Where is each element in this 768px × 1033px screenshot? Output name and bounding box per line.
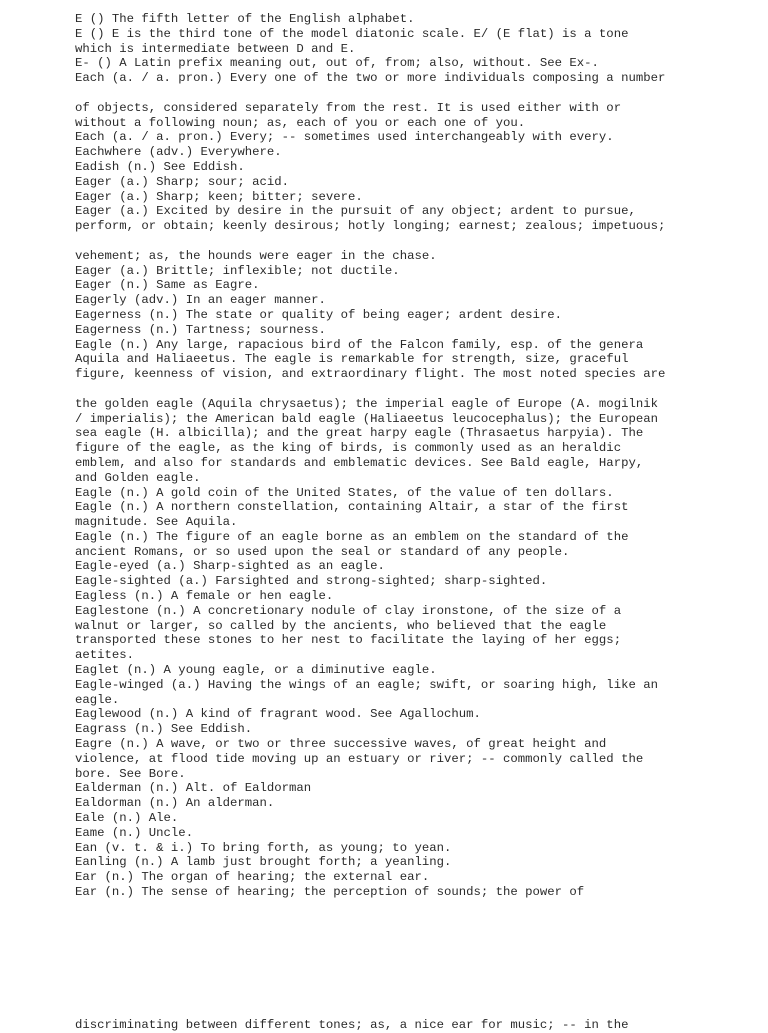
text-line: E- () A Latin prefix meaning out, out of, from; also, without. See Ex-. [75, 56, 599, 71]
text-line: Eager (a.) Sharp; keen; bitter; severe. [75, 189, 363, 204]
text-line: Eager (a.) Brittle; inflexible; not ductile. [75, 263, 400, 278]
text-line: E () The fifth letter of the English alphabet. [75, 12, 415, 26]
text-line: vehement; as, the hounds were eager in the chase. [75, 248, 437, 263]
text-line: Eachwhere (adv.) Everywhere. [75, 145, 282, 160]
text-line: the golden eagle (Aquila chrysaetus); the imperial eagle of Europe (A. mogilnik [75, 396, 658, 411]
text-line: Eagrass (n.) See Eddish. [75, 722, 253, 737]
text-line: E () E is the third tone of the model diatonic scale. E/ (E flat) is a tone [75, 26, 629, 41]
text-line: Eagle-winged (a.) Having the wings of an eagle; swift, or soaring high, like an [75, 677, 658, 692]
text-line: of objects, considered separately from the rest. It is used either with or [75, 100, 622, 115]
text-line: Eaglewood (n.) A kind of fragrant wood. See Agallochum. [75, 707, 481, 722]
blank-line [75, 86, 765, 101]
text-line: Ear (n.) The sense of hearing; the perception of sounds; the power of [75, 885, 585, 900]
text-line: Ear (n.) The organ of hearing; the external ear. [75, 870, 430, 885]
blank-line [75, 234, 765, 249]
text-line: bore. See Bore. [75, 766, 186, 781]
text-line: Ealderman (n.) Alt. of Ealdorman [75, 781, 312, 796]
text-line: Eagle (n.) The figure of an eagle borne as an emblem on the standard of the [75, 529, 629, 544]
blank-line [75, 944, 765, 959]
text-line: Eagle (n.) A northern constellation, containing Altair, a star of the first [75, 500, 629, 515]
text-line: Each (a. / a. pron.) Every one of the two or more individuals composing a number [75, 71, 666, 86]
text-line: figure of the eagle, as the king of birds, is commonly used as an heraldic [75, 441, 622, 456]
text-line: discriminating between different tones; as, a nice ear for music; -- in the [75, 1018, 629, 1033]
blank-line [75, 915, 765, 930]
blank-line [75, 974, 765, 989]
text-line: Eanling (n.) A lamb just brought forth; a yeanling. [75, 855, 452, 870]
text-line: without a following noun; as, each of you or each one of you. [75, 115, 526, 130]
text-line: Eagle-eyed (a.) Sharp-sighted as an eagle. [75, 559, 385, 574]
text-line: Eale (n.) Ale. [75, 811, 179, 826]
text-line: ancient Romans, or so used upon the seal or standard of any people. [75, 544, 570, 559]
text-line: and Golden eagle. [75, 470, 201, 485]
text-line: figure, keenness of vision, and extraordinary flight. The most noted species are [75, 367, 666, 382]
text-line: sea eagle (H. albicilla); and the great harpy eagle (Thrasaetus harpyia). The [75, 426, 644, 441]
text-line: Eagerly (adv.) In an eager manner. [75, 293, 326, 308]
text-line: Ean (v. t. & i.) To bring forth, as young; to yean. [75, 840, 452, 855]
text-line: eagle. [75, 692, 120, 707]
text-line: Eagerness (n.) Tartness; sourness. [75, 322, 326, 337]
text-line: Ealdorman (n.) An alderman. [75, 796, 275, 811]
blank-line [75, 959, 765, 974]
text-line: Eagre (n.) A wave, or two or three successive waves, of great height and [75, 737, 607, 752]
text-line: Each (a. / a. pron.) Every; -- sometimes used interchangeably with every. [75, 130, 614, 145]
text-line: Eagle (n.) Any large, rapacious bird of the Falcon family, esp. of the genera [75, 337, 644, 352]
blank-line [75, 1003, 765, 1018]
text-line: Eaglestone (n.) A concretionary nodule of clay ironstone, of the size of a [75, 603, 622, 618]
text-line: Eame (n.) Uncle. [75, 825, 194, 840]
text-line: transported these stones to her nest to facilitate the laying of her eggs; [75, 633, 622, 648]
text-line: emblem, and also for standards and emblematic devices. See Bald eagle, Harpy, [75, 455, 644, 470]
blank-line [75, 929, 765, 944]
text-line: / imperialis); the American bald eagle (Haliaeetus leucocephalus); the European [75, 411, 658, 426]
text-line: aetites. [75, 648, 135, 663]
blank-line [75, 900, 765, 915]
text-line: Eagle (n.) A gold coin of the United States, of the value of ten dollars. [75, 485, 614, 500]
text-line: which is intermediate between D and E. [75, 41, 356, 56]
blank-line [75, 989, 765, 1004]
text-line: Aquila and Haliaeetus. The eagle is remarkable for strength, size, graceful [75, 352, 629, 367]
text-line: violence, at flood tide moving up an estuary or river; -- commonly called the [75, 751, 644, 766]
text-line: Eager (a.) Excited by desire in the pursuit of any object; ardent to pursue, [75, 204, 636, 219]
text-line: Eager (n.) Same as Eagre. [75, 278, 260, 293]
text-line: Eagless (n.) A female or hen eagle. [75, 589, 334, 604]
dictionary-page [75, 12, 765, 1033]
blank-line [75, 382, 765, 397]
text-line: Eagle-sighted (a.) Farsighted and strong-sighted; sharp-sighted. [75, 574, 548, 589]
text-line: perform, or obtain; keenly desirous; hotly longing; earnest; zealous; impetuous; [75, 219, 666, 234]
text-line: Eagerness (n.) The state or quality of being eager; ardent desire. [75, 307, 563, 322]
text-line: walnut or larger, so called by the ancients, who believed that the eagle [75, 618, 607, 633]
text-line: Eaglet (n.) A young eagle, or a diminutive eagle. [75, 663, 437, 678]
text-line: Eadish (n.) See Eddish. [75, 159, 245, 174]
text-line: Eager (a.) Sharp; sour; acid. [75, 174, 290, 189]
text-line: magnitude. See Aquila. [75, 515, 238, 530]
